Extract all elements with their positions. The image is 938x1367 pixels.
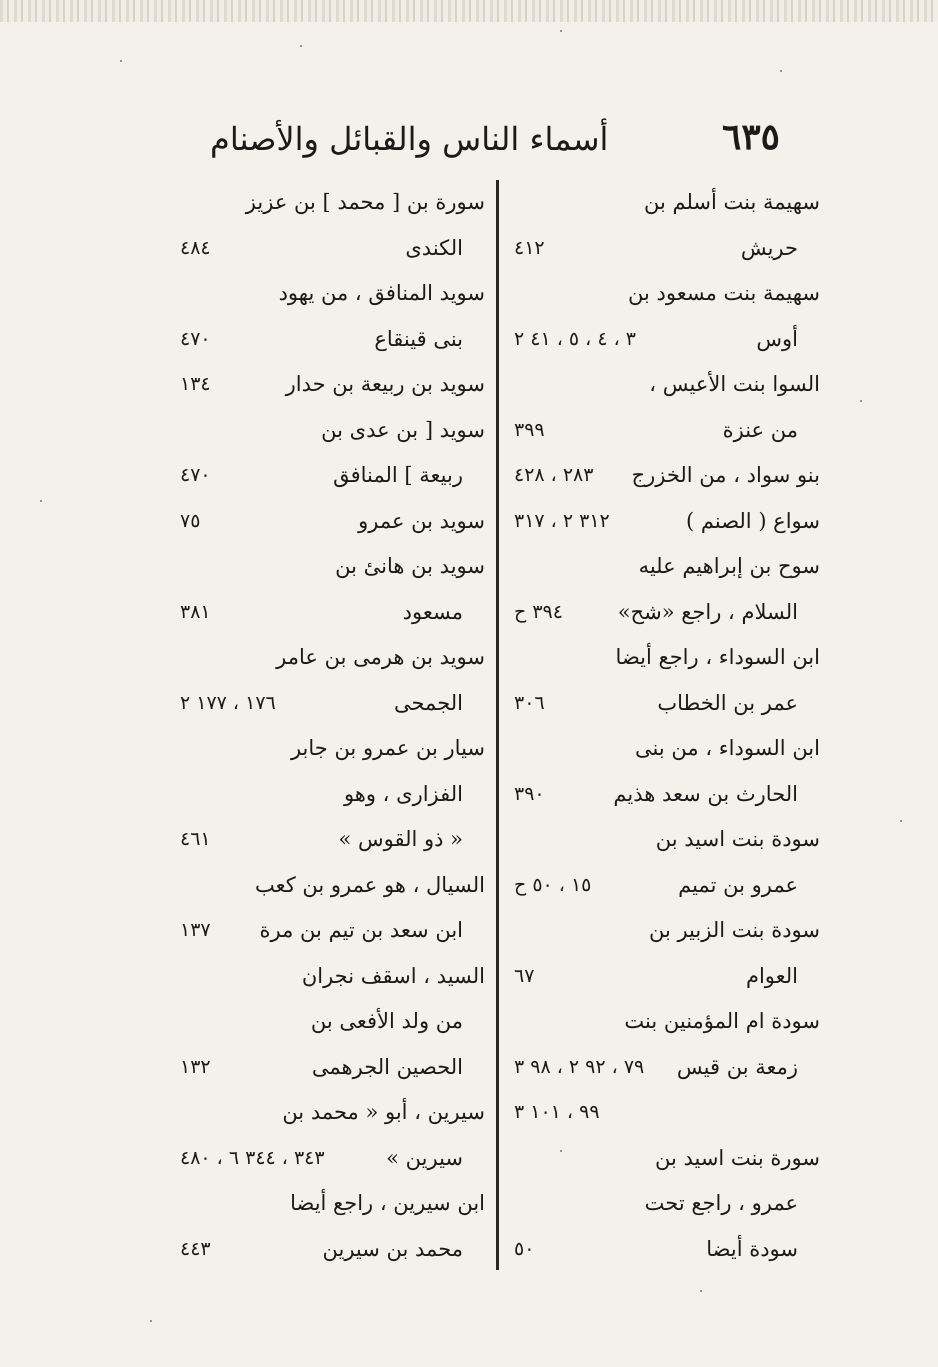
index-entry bbox=[180, 681, 485, 727]
index-entry bbox=[508, 1181, 820, 1227]
index-entry bbox=[508, 499, 820, 545]
running-title: أسماء الناس والقبائل والأصنام bbox=[210, 120, 609, 158]
index-entry bbox=[180, 863, 485, 909]
entry-pages: ٤٧٠ bbox=[180, 327, 211, 350]
scan-speck bbox=[150, 1320, 152, 1322]
entry-name: سودة ام المؤمنين بنت bbox=[624, 1009, 820, 1033]
entry-name: سويد بن عمرو bbox=[358, 508, 485, 533]
entry-name: بنو سواد ، من الخزرج bbox=[631, 463, 820, 487]
entry-pages: ٣٨١ bbox=[180, 600, 211, 623]
index-entry bbox=[180, 726, 485, 772]
index-entry bbox=[508, 954, 820, 1000]
entry-pages: ٦٧ bbox=[514, 964, 535, 987]
index-entry bbox=[180, 1181, 485, 1227]
index-entry bbox=[180, 1227, 485, 1273]
index-column-left bbox=[180, 180, 485, 1272]
scan-speck bbox=[900, 820, 902, 822]
entry-name: سهيمة بنت مسعود بن bbox=[628, 281, 820, 305]
entry-name: سيرين » bbox=[386, 1145, 463, 1170]
entry-name: ابن سيرين ، راجع أيضا bbox=[290, 1191, 485, 1215]
entry-name: بنى قينقاع bbox=[374, 326, 463, 351]
entry-name: السيال ، هو عمرو بن كعب bbox=[254, 872, 485, 897]
index-entry bbox=[180, 772, 485, 818]
index-entry bbox=[508, 726, 820, 772]
index-column-right bbox=[508, 180, 820, 1272]
entry-name: سودة أيضا bbox=[706, 1236, 798, 1261]
index-entry bbox=[180, 362, 485, 408]
index-entry bbox=[508, 681, 820, 727]
entry-name: سورة بنت اسيد بن bbox=[654, 1145, 820, 1170]
index-entry bbox=[180, 999, 485, 1045]
entry-name: سويد بن هانئ بن bbox=[335, 554, 485, 578]
entry-name: سوح بن إبراهيم عليه bbox=[638, 554, 820, 578]
index-entry bbox=[508, 635, 820, 681]
index-entry bbox=[180, 817, 485, 863]
entry-pages: ١٥ ، ٥٠ ح bbox=[514, 873, 592, 896]
entry-name: زمعة بن قيس bbox=[676, 1054, 798, 1079]
entry-name: الحارث بن سعد هذيم bbox=[613, 781, 798, 806]
entry-pages: ١٣٤ bbox=[180, 373, 211, 395]
entry-pages: ٣٠٦ bbox=[514, 691, 545, 714]
index-entry bbox=[508, 226, 820, 272]
index-entry bbox=[180, 499, 485, 545]
entry-name: ربيعة ] المنافق bbox=[333, 463, 463, 487]
index-entry bbox=[180, 226, 485, 272]
scan-speck bbox=[300, 45, 302, 47]
index-entry bbox=[508, 408, 820, 454]
entry-name: سودة بنت اسيد بن bbox=[655, 827, 820, 851]
index-entry bbox=[508, 271, 820, 317]
entry-name: الحصين الجرهمى bbox=[311, 1054, 463, 1079]
scan-speck bbox=[780, 70, 782, 72]
entry-pages: ٤٧٠ bbox=[180, 464, 211, 486]
index-entry bbox=[180, 271, 485, 317]
index-entry bbox=[180, 635, 485, 681]
entry-pages: ١٣٢ bbox=[180, 1055, 211, 1078]
entry-pages: ٤٤٣ bbox=[180, 1237, 211, 1260]
scan-speck bbox=[860, 400, 862, 402]
entry-name: سويد المنافق ، من يهود bbox=[278, 281, 485, 305]
entry-name: عمرو ، راجع تحت bbox=[644, 1191, 798, 1215]
index-entry bbox=[180, 544, 485, 590]
index-entry bbox=[508, 1090, 820, 1136]
entry-pages: ٧٥ bbox=[180, 509, 201, 532]
index-entry bbox=[180, 453, 485, 499]
entry-name: ابن سعد بن تيم بن مرة bbox=[259, 918, 463, 942]
entry-pages: ٣١٢ ٢ ، ٣١٧ bbox=[514, 509, 610, 532]
entry-pages: ١٧٦ ، ١٧٧ ٢ bbox=[180, 691, 276, 714]
entry-pages: ٩٩ ، ١٠١ ٣ bbox=[514, 1101, 600, 1123]
index-entry bbox=[180, 908, 485, 954]
index-entry bbox=[508, 1136, 820, 1182]
index-entry bbox=[508, 180, 820, 226]
entry-name: الجمحى bbox=[394, 690, 463, 715]
entry-name: سودة بنت الزبير بن bbox=[648, 918, 820, 942]
scan-speck bbox=[560, 30, 562, 32]
index-entry bbox=[180, 408, 485, 454]
entry-pages: ١٣٧ bbox=[180, 919, 211, 941]
index-entry bbox=[508, 772, 820, 818]
scan-speck bbox=[700, 1290, 702, 1292]
index-entry bbox=[508, 999, 820, 1045]
entry-pages: ٣ ، ٤ ، ٥ ، ٤١ ٢ bbox=[514, 327, 636, 350]
index-entry bbox=[180, 1136, 485, 1182]
entry-pages: ٣٩٩ bbox=[514, 418, 545, 441]
entry-name: من ولد الأفعى بن bbox=[310, 1009, 463, 1033]
entry-pages: ٣٤٣ ، ٣٤٤ ٦ ، ٤٨٠ bbox=[180, 1146, 325, 1169]
entry-name: سيار بن عمرو بن جابر bbox=[290, 736, 485, 760]
index-entry bbox=[508, 544, 820, 590]
index-entry bbox=[180, 954, 485, 1000]
entry-name: العوام bbox=[745, 963, 798, 988]
entry-name: أوس bbox=[756, 326, 798, 351]
index-entry bbox=[508, 362, 820, 408]
entry-name: « ذو القوس » bbox=[338, 827, 463, 851]
entry-name: سهيمة بنت أسلم بن bbox=[643, 190, 820, 214]
entry-pages: ٣٩٠ bbox=[514, 782, 545, 805]
entry-name: السيد ، اسقف نجران bbox=[301, 963, 485, 988]
index-entry bbox=[508, 1227, 820, 1273]
index-entry bbox=[180, 180, 485, 226]
scan-speck bbox=[120, 60, 122, 62]
page-number: ٦٣٥ bbox=[721, 116, 780, 158]
entry-name: عمرو بن تميم bbox=[678, 872, 798, 897]
entry-name: السلام ، راجع «شح» bbox=[617, 599, 798, 624]
entry-name: مسعود bbox=[402, 599, 463, 624]
entry-name: الفزارى ، وهو bbox=[343, 781, 463, 806]
index-entry bbox=[508, 590, 820, 636]
index-entry bbox=[508, 863, 820, 909]
entry-name: حريش bbox=[740, 235, 798, 260]
entry-name: السوا بنت الأعيس ، bbox=[649, 372, 820, 396]
entry-pages: ٤٨٤ bbox=[180, 236, 211, 259]
index-entry bbox=[508, 817, 820, 863]
entry-name: سواع ( الصنم ) bbox=[686, 508, 820, 533]
entry-name: ابن السوداء ، راجع أيضا bbox=[615, 645, 820, 669]
index-entry bbox=[508, 317, 820, 363]
entry-name: الكندى bbox=[405, 235, 463, 260]
index-entry bbox=[508, 1045, 820, 1091]
column-divider bbox=[496, 180, 499, 1270]
entry-pages: ٤٦١ bbox=[180, 828, 211, 850]
index-entry bbox=[180, 1045, 485, 1091]
entry-name: سيرين ، أبو « محمد بن bbox=[282, 1100, 485, 1124]
entry-pages: ٥٠ bbox=[514, 1237, 535, 1260]
entry-name: ابن السوداء ، من بنى bbox=[635, 736, 820, 760]
index-entry bbox=[180, 1090, 485, 1136]
scan-speck bbox=[40, 500, 42, 502]
entry-name: سويد بن هرمى بن عامر bbox=[276, 645, 485, 669]
index-entry bbox=[180, 317, 485, 363]
entry-name: سورة بن [ محمد ] بن عزيز bbox=[245, 190, 485, 214]
scan-edge-noise bbox=[0, 0, 938, 22]
entry-name: محمد بن سيرين bbox=[322, 1236, 463, 1261]
entry-pages: ٢٨٣ ، ٤٢٨ bbox=[514, 464, 594, 486]
index-entry bbox=[508, 908, 820, 954]
entry-name: سويد [ بن عدى بن bbox=[321, 417, 485, 442]
index-entry bbox=[180, 590, 485, 636]
entry-pages: ٣٩٤ ح bbox=[514, 600, 563, 623]
entry-name: من عنزة bbox=[722, 417, 798, 442]
entry-pages: ٧٩ ، ٩٢ ٢ ، ٩٨ ٣ bbox=[514, 1055, 645, 1078]
entry-name: عمر بن الخطاب bbox=[657, 690, 798, 715]
page-header bbox=[200, 108, 820, 168]
entry-pages: ٤١٢ bbox=[514, 236, 545, 259]
entry-name: سويد بن ربيعة بن حدار bbox=[285, 372, 485, 396]
scan-speck bbox=[560, 1150, 562, 1152]
index-entry bbox=[508, 453, 820, 499]
